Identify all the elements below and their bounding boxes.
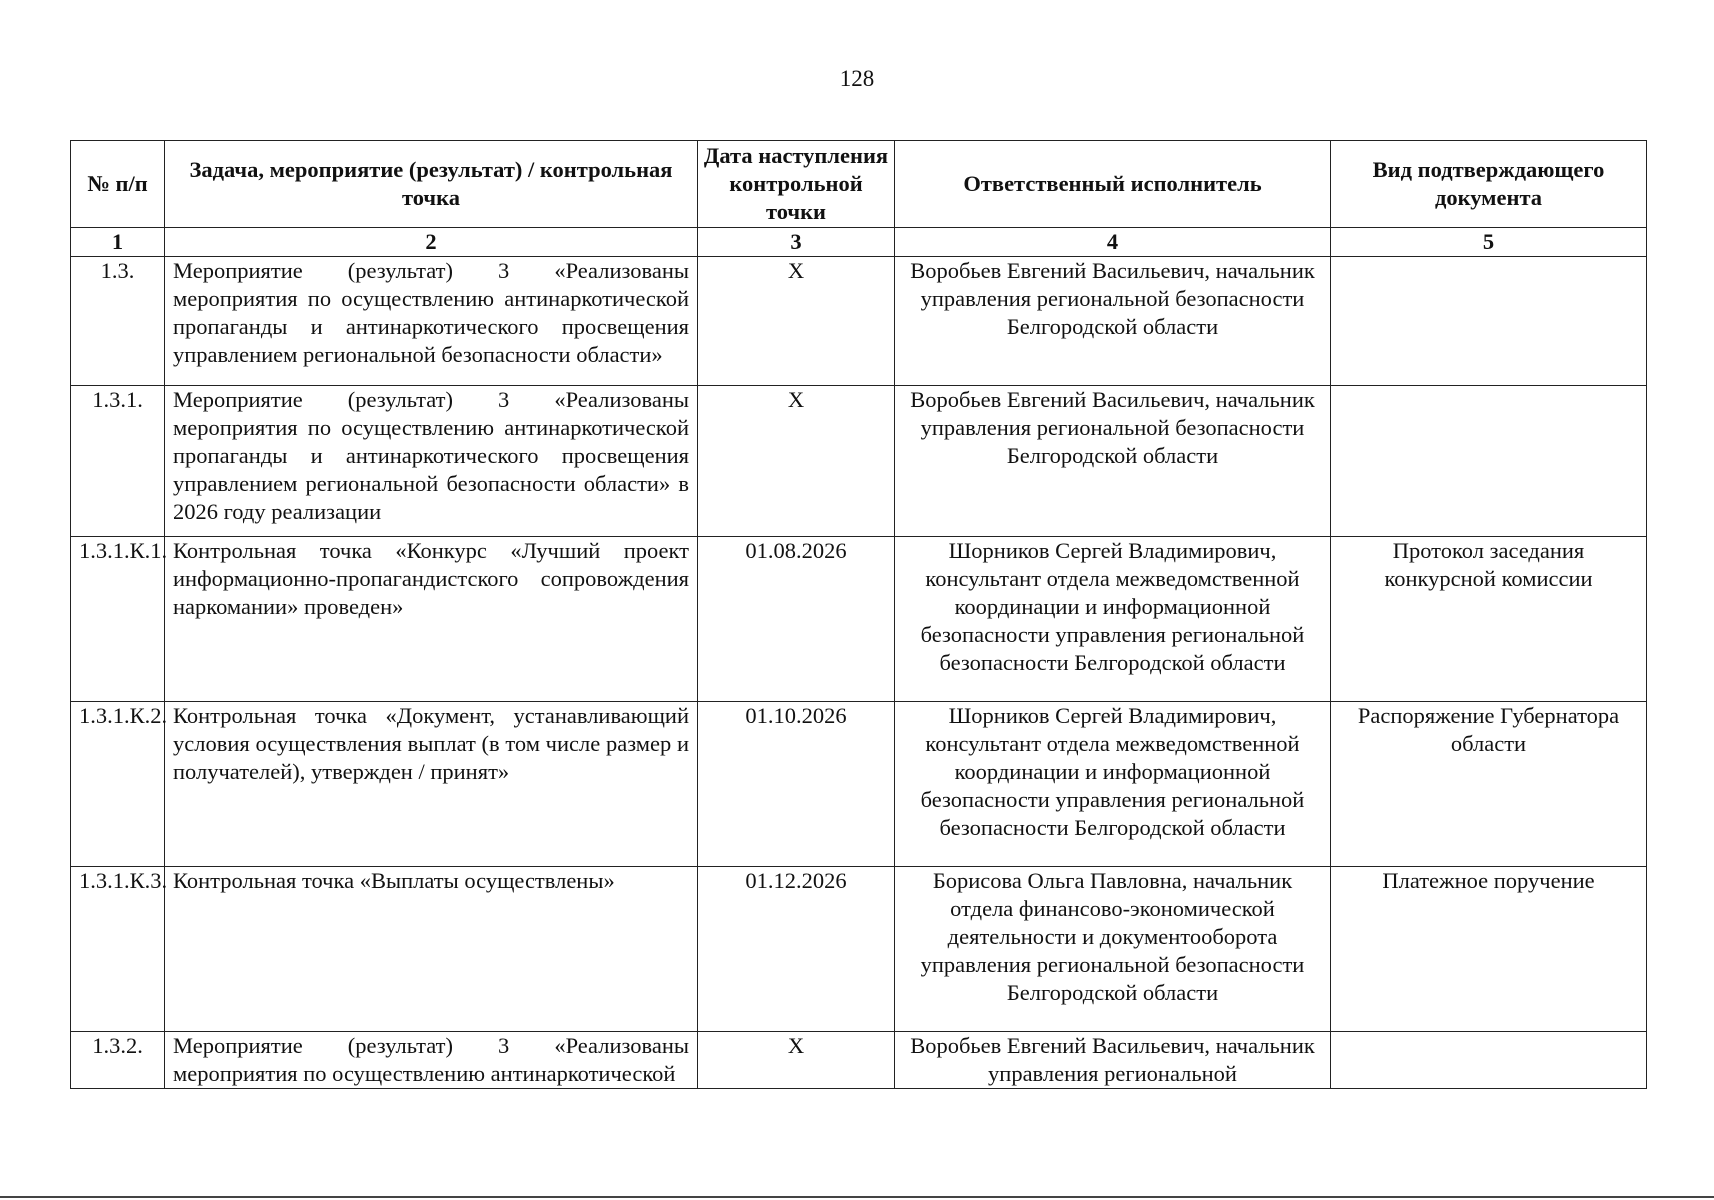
row-document: Платежное поручение — [1331, 867, 1647, 1032]
row-date: 01.10.2026 — [698, 702, 895, 867]
row-task: Контрольная точка «Конкурс «Лучший проект информационно-пропагандистского сопровождения наркомании» проведен» — [165, 537, 698, 702]
table-row — [71, 1032, 1647, 1089]
row-document — [1331, 257, 1647, 386]
row-task: Контрольная точка «Выплаты осуществлены» — [165, 867, 698, 1032]
row-responsible: Борисова Ольга Павловна, начальник отдела финансово-экономической деятельности и документооборота управления региональной безопасности Белгородской области — [895, 867, 1331, 1032]
row-responsible: Воробьев Евгений Васильевич, начальник управления региональной безопасности Белгородской области — [895, 257, 1331, 386]
table-row — [71, 537, 1647, 702]
scan-edge-line — [0, 1196, 1714, 1198]
row-document: Протокол заседания конкурсной комиссии — [1331, 537, 1647, 702]
header-task: Задача, мероприятие (результат) / контрольная точка — [165, 141, 698, 228]
row-document — [1331, 386, 1647, 537]
table-row — [71, 702, 1647, 867]
column-number: 1 — [71, 228, 165, 257]
row-date: Х — [698, 257, 895, 386]
header-row — [71, 141, 1647, 228]
row-task: Мероприятие (результат) 3 «Реализованы мероприятия по осуществлению антинаркотической — [165, 1032, 698, 1089]
control-points-table — [70, 140, 1647, 1089]
header-number: № п/п — [71, 141, 165, 228]
column-number: 4 — [895, 228, 1331, 257]
row-date: Х — [698, 386, 895, 537]
row-number: 1.3. — [71, 257, 165, 386]
row-document: Распоряжение Губернатора области — [1331, 702, 1647, 867]
row-number: 1.3.1.К.1. — [71, 537, 165, 702]
header-responsible: Ответственный исполнитель — [895, 141, 1331, 228]
row-responsible: Шорников Сергей Владимирович, консультант отдела межведомственной координации и информационной безопасности управления региональной безопасности Белгородской области — [895, 537, 1331, 702]
row-responsible: Воробьев Евгений Васильевич, начальник управления региональной безопасности Белгородской области — [895, 386, 1331, 537]
row-responsible: Воробьев Евгений Васильевич, начальник управления региональной — [895, 1032, 1331, 1089]
page-number: 128 — [839, 66, 875, 91]
table-row — [71, 386, 1647, 537]
row-responsible: Шорников Сергей Владимирович, консультант отдела межведомственной координации и информационной безопасности управления региональной безопасности Белгородской области — [895, 702, 1331, 867]
row-task: Контрольная точка «Документ, устанавливающий условия осуществления выплат (в том числе размер и получателей), утвержден / принят» — [165, 702, 698, 867]
row-number: 1.3.1. — [71, 386, 165, 537]
column-number-row — [71, 228, 1647, 257]
column-number: 2 — [165, 228, 698, 257]
header-date: Дата наступления контрольной точки — [698, 141, 895, 228]
row-number: 1.3.1.К.2. — [71, 702, 165, 867]
row-task: Мероприятие (результат) 3 «Реализованы мероприятия по осуществлению антинаркотической пропаганды и антинаркотического просвещения управлением региональной безопасности области» в 2026 году реализации — [165, 386, 698, 537]
table-row — [71, 257, 1647, 386]
column-number: 5 — [1331, 228, 1647, 257]
row-task: Мероприятие (результат) 3 «Реализованы мероприятия по осуществлению антинаркотической пропаганды и антинаркотического просвещения управлением региональной безопасности области» — [165, 257, 698, 386]
column-number: 3 — [698, 228, 895, 257]
header-document: Вид подтверждающего документа — [1331, 141, 1647, 228]
row-date: 01.08.2026 — [698, 537, 895, 702]
row-number: 1.3.1.К.3. — [71, 867, 165, 1032]
table-row — [71, 867, 1647, 1032]
row-document — [1331, 1032, 1647, 1089]
row-date: Х — [698, 1032, 895, 1089]
row-number: 1.3.2. — [71, 1032, 165, 1089]
row-date: 01.12.2026 — [698, 867, 895, 1032]
